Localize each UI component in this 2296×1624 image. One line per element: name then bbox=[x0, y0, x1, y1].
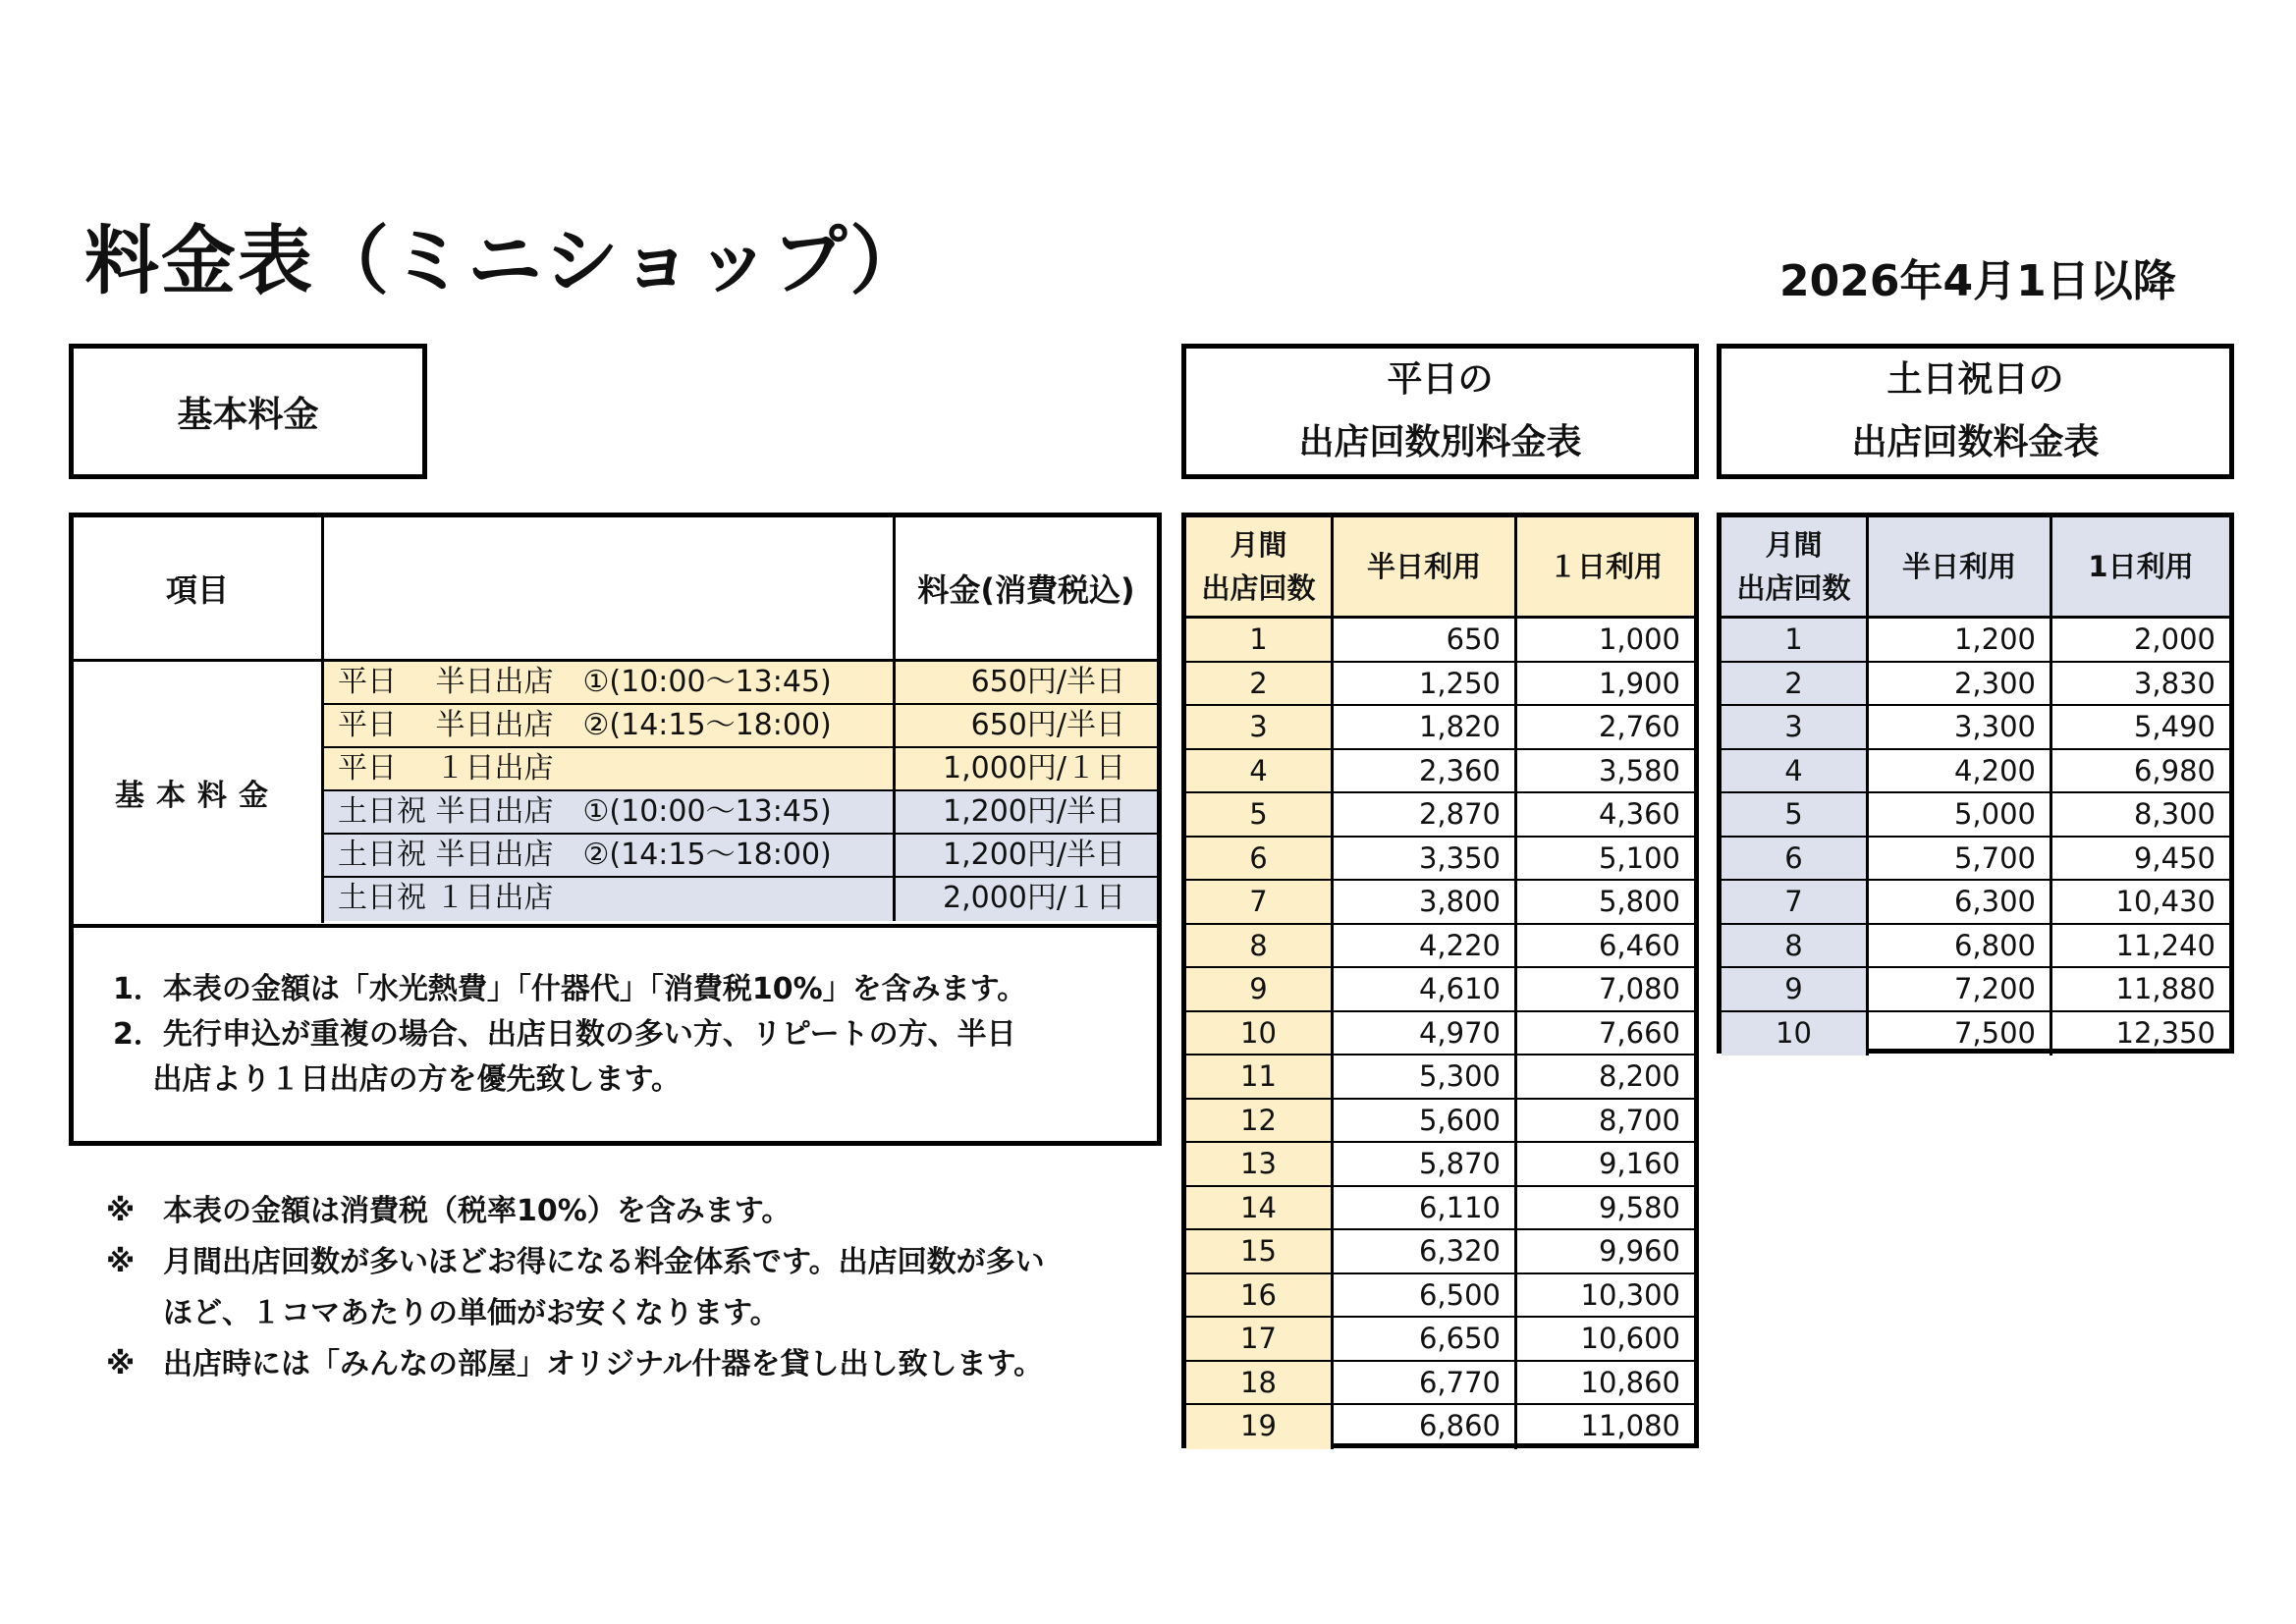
half-day-cell: 6,320 bbox=[1334, 1230, 1517, 1272]
count-cell: 13 bbox=[1186, 1143, 1334, 1185]
table-header-row bbox=[1722, 517, 2229, 619]
basic-table-notes bbox=[74, 924, 1157, 1141]
basic-fee-table bbox=[69, 513, 1162, 1146]
page-title: 料金表（ミニショップ） bbox=[84, 217, 927, 304]
half-day-cell: 3,800 bbox=[1334, 881, 1517, 923]
header-blank bbox=[324, 517, 896, 662]
table-row bbox=[324, 791, 1157, 835]
table-row bbox=[1722, 968, 2229, 1012]
half-day-cell: 4,610 bbox=[1334, 968, 1517, 1010]
table-row bbox=[324, 835, 1157, 878]
row-price: 1,200円/半日 bbox=[943, 794, 1125, 829]
table-row bbox=[1722, 1012, 2229, 1056]
table-row bbox=[1186, 1100, 1694, 1144]
count-cell: 5 bbox=[1186, 793, 1334, 836]
table-row bbox=[1186, 619, 1694, 663]
row-price: 1,200円/半日 bbox=[943, 838, 1125, 872]
holiday-heading-line2: 出店回数料金表 bbox=[1851, 422, 2100, 462]
header-price: 料金(消費税込) bbox=[896, 517, 1157, 662]
full-day-cell: 2,760 bbox=[1598, 710, 1680, 743]
half-day-cell: 2,360 bbox=[1334, 750, 1517, 792]
full-day-cell: 8,200 bbox=[1598, 1059, 1680, 1093]
full-day-cell: 3,830 bbox=[2133, 666, 2215, 700]
row-group-label: 基本料金 bbox=[74, 662, 324, 923]
row-name: 土日祝 半日出店 ②(14:15～18:00) bbox=[324, 835, 896, 876]
table-row bbox=[1186, 881, 1694, 925]
note-line: 1．本表の金額は「水光熱費」「什器代」「消費税10%」を含みます。 bbox=[113, 972, 1027, 1006]
column-header: 月間 出店回数 bbox=[1722, 517, 1869, 616]
table-row bbox=[1722, 881, 2229, 925]
table-row bbox=[324, 705, 1157, 748]
count-cell: 11 bbox=[1186, 1056, 1334, 1098]
holiday-count-table bbox=[1717, 513, 2234, 1054]
footnote-mark: ※ bbox=[106, 1245, 136, 1279]
count-cell: 9 bbox=[1722, 968, 1869, 1010]
table-row bbox=[1722, 750, 2229, 794]
half-day-cell: 6,800 bbox=[1869, 925, 2052, 967]
full-day-cell: 9,160 bbox=[1598, 1147, 1680, 1180]
column-header: 半日利用 bbox=[1869, 517, 2052, 616]
full-day-cell: 9,580 bbox=[1598, 1190, 1680, 1224]
table-row bbox=[324, 878, 1157, 921]
table-row bbox=[1186, 838, 1694, 882]
footnote bbox=[106, 1339, 1045, 1390]
full-day-cell: 10,300 bbox=[1580, 1277, 1680, 1312]
holiday-heading-line1: 土日祝日の bbox=[1886, 359, 2064, 400]
count-cell: 10 bbox=[1186, 1012, 1334, 1055]
footnote-text: 本表の金額は消費税（税率10%）を含みます。 bbox=[163, 1194, 792, 1228]
half-day-cell: 7,200 bbox=[1869, 968, 2052, 1010]
half-day-cell: 6,300 bbox=[1869, 881, 2052, 923]
column-header: １日利用 bbox=[1517, 517, 1694, 616]
table-row bbox=[1186, 925, 1694, 969]
row-name: 土日祝 半日出店 ①(10:00～13:45) bbox=[324, 791, 896, 833]
full-day-cell: 11,880 bbox=[2115, 972, 2215, 1005]
count-cell: 18 bbox=[1186, 1362, 1334, 1404]
count-cell: 1 bbox=[1186, 619, 1334, 661]
half-day-cell: 1,820 bbox=[1334, 706, 1517, 748]
basic-fee-heading-text: 基本料金 bbox=[177, 394, 319, 435]
weekday-count-table bbox=[1181, 513, 1699, 1448]
table-row bbox=[1722, 925, 2229, 969]
full-day-cell: 6,980 bbox=[2133, 753, 2215, 787]
full-day-cell: 7,660 bbox=[1598, 1015, 1680, 1050]
table-row bbox=[1186, 968, 1694, 1012]
count-cell: 6 bbox=[1722, 838, 1869, 880]
count-cell: 16 bbox=[1186, 1274, 1334, 1317]
full-day-cell: 11,080 bbox=[1580, 1409, 1680, 1442]
count-cell: 4 bbox=[1722, 750, 1869, 792]
footnotes bbox=[106, 1186, 1045, 1390]
count-cell: 19 bbox=[1186, 1405, 1334, 1449]
half-day-cell: 4,970 bbox=[1334, 1012, 1517, 1055]
footnote-text: 出店時には「みんなの部屋」オリジナル什器を貸し出し致します。 bbox=[163, 1347, 1044, 1381]
footnote bbox=[106, 1237, 1045, 1288]
count-cell: 8 bbox=[1186, 925, 1334, 967]
full-day-cell: 9,960 bbox=[1598, 1234, 1680, 1268]
holiday-table-heading bbox=[1717, 344, 2234, 479]
table-row bbox=[1186, 706, 1694, 750]
footnote-text: ほど、１コマあたりの単価がお安くなります。 bbox=[163, 1296, 780, 1330]
footnote bbox=[106, 1186, 1045, 1237]
row-name: 平日 １日出店 bbox=[324, 748, 896, 789]
note-line: 出店より１日出店の方を優先致します。 bbox=[113, 1062, 682, 1097]
half-day-cell: 5,870 bbox=[1334, 1143, 1517, 1185]
effective-date: 2026年4月1日以降 bbox=[1779, 256, 2176, 306]
table-row bbox=[1186, 663, 1694, 707]
full-day-cell: 8,300 bbox=[2133, 797, 2215, 831]
full-day-cell: 2,000 bbox=[2133, 623, 2215, 656]
full-day-cell: 8,700 bbox=[1598, 1103, 1680, 1137]
table-row bbox=[324, 748, 1157, 791]
count-cell: 6 bbox=[1186, 838, 1334, 880]
count-cell: 3 bbox=[1186, 706, 1334, 748]
full-day-cell: 5,800 bbox=[1598, 885, 1680, 918]
half-day-cell: 6,650 bbox=[1334, 1318, 1517, 1360]
half-day-cell: 5,700 bbox=[1869, 838, 2052, 880]
half-day-cell: 650 bbox=[1334, 619, 1517, 661]
weekday-heading-line1: 平日の bbox=[1387, 359, 1494, 400]
table-row bbox=[1186, 1187, 1694, 1231]
count-cell: 12 bbox=[1186, 1100, 1334, 1142]
full-day-cell: 1,900 bbox=[1598, 666, 1680, 700]
half-day-cell: 3,350 bbox=[1334, 838, 1517, 880]
table-row bbox=[1186, 1405, 1694, 1449]
full-day-cell: 1,000 bbox=[1598, 623, 1680, 656]
count-cell: 15 bbox=[1186, 1230, 1334, 1272]
table-row bbox=[1186, 1143, 1694, 1187]
table-row bbox=[1186, 1230, 1694, 1274]
half-day-cell: 2,300 bbox=[1869, 663, 2052, 705]
half-day-cell: 1,250 bbox=[1334, 663, 1517, 705]
full-day-cell: 11,240 bbox=[2115, 928, 2215, 962]
table-header-row bbox=[1186, 517, 1694, 619]
half-day-cell: 7,500 bbox=[1869, 1012, 2052, 1056]
table-row bbox=[1186, 1012, 1694, 1056]
half-day-cell: 6,500 bbox=[1334, 1274, 1517, 1317]
full-day-cell: 10,860 bbox=[1580, 1365, 1680, 1399]
full-day-cell: 10,430 bbox=[2115, 885, 2215, 918]
half-day-cell: 6,860 bbox=[1334, 1405, 1517, 1449]
row-price: 650円/半日 bbox=[970, 665, 1125, 699]
half-day-cell: 6,110 bbox=[1334, 1187, 1517, 1229]
table-row bbox=[1722, 706, 2229, 750]
full-day-cell: 12,350 bbox=[2115, 1015, 2215, 1050]
full-day-cell: 3,580 bbox=[1598, 753, 1680, 787]
count-cell: 14 bbox=[1186, 1187, 1334, 1229]
half-day-cell: 5,300 bbox=[1334, 1056, 1517, 1098]
row-name: 平日 半日出店 ②(14:15～18:00) bbox=[324, 705, 896, 746]
half-day-cell: 5,600 bbox=[1334, 1100, 1517, 1142]
row-price: 2,000円/１日 bbox=[943, 881, 1125, 915]
count-cell: 1 bbox=[1722, 619, 1869, 661]
table-row bbox=[1186, 1362, 1694, 1406]
count-cell: 9 bbox=[1186, 968, 1334, 1010]
half-day-cell: 4,220 bbox=[1334, 925, 1517, 967]
count-cell: 2 bbox=[1722, 663, 1869, 705]
table-row bbox=[324, 662, 1157, 705]
table-row bbox=[1186, 1274, 1694, 1319]
count-cell: 4 bbox=[1186, 750, 1334, 792]
note-line: 2．先行申込が重複の場合、出店日数の多い方、リピートの方、半日 bbox=[113, 1017, 1016, 1052]
full-day-cell: 4,360 bbox=[1598, 797, 1680, 831]
row-price: 1,000円/１日 bbox=[943, 751, 1125, 785]
row-name: 平日 半日出店 ①(10:00～13:45) bbox=[324, 662, 896, 703]
table-row bbox=[1722, 838, 2229, 882]
footnote bbox=[106, 1288, 1045, 1339]
basic-fee-heading bbox=[69, 344, 427, 479]
row-name: 土日祝 １日出店 bbox=[324, 878, 896, 921]
column-header: 月間 出店回数 bbox=[1186, 517, 1334, 616]
half-day-cell: 2,870 bbox=[1334, 793, 1517, 836]
full-day-cell: 7,080 bbox=[1598, 972, 1680, 1005]
full-day-cell: 5,100 bbox=[1598, 840, 1680, 875]
half-day-cell: 1,200 bbox=[1869, 619, 2052, 661]
table-row bbox=[1722, 793, 2229, 838]
footnote-mark bbox=[106, 1288, 163, 1339]
full-day-cell: 10,600 bbox=[1580, 1322, 1680, 1355]
full-day-cell: 6,460 bbox=[1598, 928, 1680, 962]
column-header: 半日利用 bbox=[1334, 517, 1517, 616]
full-day-cell: 5,490 bbox=[2133, 710, 2215, 743]
table-row bbox=[1186, 1318, 1694, 1362]
column-header: 1日利用 bbox=[2052, 517, 2229, 616]
table-row bbox=[1186, 793, 1694, 838]
weekday-heading-line2: 出店回数別料金表 bbox=[1298, 422, 1582, 462]
table-row bbox=[1186, 1056, 1694, 1100]
count-cell: 2 bbox=[1186, 663, 1334, 705]
footnote-mark: ※ bbox=[106, 1194, 136, 1228]
half-day-cell: 4,200 bbox=[1869, 750, 2052, 792]
count-cell: 7 bbox=[1722, 881, 1869, 923]
footnote-text: 月間出店回数が多いほどお得になる料金体系です。出店回数が多い bbox=[163, 1245, 1045, 1279]
footnote-mark: ※ bbox=[106, 1347, 136, 1381]
weekday-table-heading bbox=[1181, 344, 1699, 479]
header-item: 項目 bbox=[74, 517, 324, 662]
half-day-cell: 5,000 bbox=[1869, 793, 2052, 836]
count-cell: 7 bbox=[1186, 881, 1334, 923]
table-row bbox=[1722, 663, 2229, 707]
count-cell: 8 bbox=[1722, 925, 1869, 967]
half-day-cell: 3,300 bbox=[1869, 706, 2052, 748]
count-cell: 17 bbox=[1186, 1318, 1334, 1360]
count-cell: 5 bbox=[1722, 793, 1869, 836]
count-cell: 10 bbox=[1722, 1012, 1869, 1056]
full-day-cell: 9,450 bbox=[2133, 840, 2215, 875]
count-cell: 3 bbox=[1722, 706, 1869, 748]
half-day-cell: 6,770 bbox=[1334, 1362, 1517, 1404]
table-row bbox=[1186, 750, 1694, 794]
row-price: 650円/半日 bbox=[970, 708, 1125, 742]
table-row bbox=[1722, 619, 2229, 663]
